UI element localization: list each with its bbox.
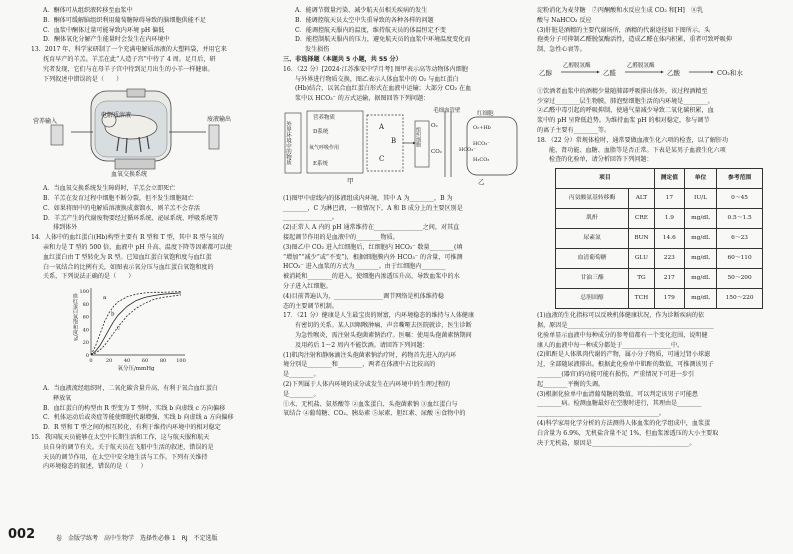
- answer-line: (3)根据化验单中血清葡萄糖的数值，可以判定该男子可能患: [537, 390, 698, 398]
- acetaldehyde-node: 乙醛: [603, 68, 616, 77]
- question-14: [31, 233, 269, 282]
- cell: mg/dL: [684, 209, 716, 229]
- answer-line: 化验单显示血液中每种成分的参考值都有一个变化范围，说明健: [537, 331, 708, 339]
- cell: 223: [654, 249, 684, 269]
- question-line: 14．人体中的血红蛋白(Hb)构型主要有 R 型和 T 型，其中 R 型与氧的: [31, 234, 224, 242]
- answer-line: 接起调节作用的是血液中的________物质。: [283, 233, 399, 241]
- option-line: B．能调控航天员太空中失重导致的各种各样的问题: [295, 16, 434, 24]
- enzyme-2-label: 乙醛脱氢酶: [627, 62, 655, 69]
- option-line: C．能调控航天服内的温度，维持航天员的体温恒定不变: [295, 26, 446, 34]
- option-line: D．酮体氧化分解产生能量时会发生在内环境中: [43, 36, 170, 44]
- option-line: C．血浆中酮体过量可能导致内环境 pH 偏低: [43, 26, 165, 34]
- option-line: B．酮体可缓解脑组织利用葡萄糖障碍导致的脑细胞供能不足: [43, 16, 206, 24]
- answer-line: 是________。: [283, 390, 320, 398]
- table-row: [556, 189, 763, 209]
- cell: 尿素氮: [556, 229, 629, 249]
- svg-text:HCO₃⁻: HCO₃⁻: [459, 146, 476, 153]
- external-substance-label: 外界环境中的物质: [285, 120, 291, 165]
- y-tick-label: 0: [85, 353, 89, 360]
- table-row: [556, 269, 763, 289]
- cell: 217: [654, 269, 684, 289]
- acetic-acid-node: 乙酸: [667, 68, 680, 77]
- text-line: 制、急性心衰等。: [537, 46, 586, 54]
- question-15: [31, 433, 269, 472]
- svg-text:O₂+Hb: O₂+Hb: [473, 124, 491, 131]
- left-column: [31, 6, 269, 524]
- cell: 肌酐: [556, 209, 629, 229]
- q17-part3: [537, 87, 777, 136]
- x-tick-label: 0: [89, 358, 93, 365]
- q13-options: [31, 184, 269, 233]
- answer-line: 的离子主要有________等。: [537, 126, 611, 134]
- cell: mg/dL: [684, 249, 716, 269]
- question-line: 13．2017 年，科学家研制了一个充满电解质溶液的大塑料袋，并用它来: [31, 46, 227, 54]
- option-line: C．机体运动后或炎症等能使细胞代谢增强，实线 b 向虚线 a 方向偏移: [43, 414, 234, 422]
- answer-line: (4)目前普遍认为，________________调节网络是机体维持稳: [283, 292, 444, 300]
- y-tick-label: 80: [82, 301, 89, 308]
- red-blood-cell-label: 红细胞: [477, 110, 494, 117]
- answer-line: ________，C 为淋巴液，一般情况下，A 和 B 成分上的主要区别是: [283, 204, 463, 212]
- capillary-wall-label: 毛细血管壁: [433, 107, 461, 114]
- respiration-label: 氧气呼吸作用: [309, 144, 340, 151]
- answer-line: ________________。: [283, 214, 338, 222]
- option-line: D．能控制航天服内的压力，避免航天员的血浆中环境温度变化而: [295, 36, 471, 44]
- footer-text: 卷 金版学练考 高中生物学 选择性必修 1 RJ 不定选版: [56, 535, 218, 542]
- answer-line: ①水、无机盐、氨基酸等 ②血浆蛋白、头孢菌素钠 ③血红蛋白与: [283, 400, 458, 408]
- option-line: D．羊羔产生的代谢废物要经过循环系统、泌尿系统、呼吸系统等: [43, 214, 219, 222]
- answer-line: 是________。: [283, 371, 320, 379]
- option-line: C．如果将图中的电解质溶液换成蒸馏水，则羊羔不会存活: [43, 204, 201, 212]
- header-value: 测定值: [654, 169, 684, 189]
- cell: 60～110: [717, 249, 763, 269]
- answer-line: 起________平衡的失调。: [537, 380, 605, 388]
- table-header-row: [556, 169, 763, 189]
- answer-line: (2)肌酐是人体肌肉代谢的产物，属小分子物质，可通过肾小球滤: [537, 351, 711, 359]
- svg-text:HCO₃⁻: HCO₃⁻: [473, 140, 490, 147]
- figure-a-caption: 甲: [347, 176, 354, 185]
- oxygen-saturation-chart: [31, 285, 269, 377]
- text-line: 酸与 NaHCO₃ 反应: [537, 16, 592, 24]
- option-line: A．当血液流经组织时，二氧化碳含量升高，有利于氧合血红蛋白: [43, 384, 219, 392]
- table-row: [556, 249, 763, 269]
- question-line: 白一氧结合的比例有关，如图表示氧分压与血红蛋白氧饱和度的: [43, 263, 214, 271]
- table-row: [556, 289, 763, 309]
- svg-text:H₂CO₃: H₂CO₃: [473, 156, 490, 163]
- header-unit: 单位: [684, 169, 716, 189]
- exchange-diagram: [283, 107, 521, 187]
- option-line: D．R 型和 T 型之间的相互转化，有利于维持内环境中的相对稳定: [43, 424, 221, 432]
- series-line-a: [91, 292, 181, 355]
- series-line-b: [91, 293, 181, 355]
- oxygen-exchange-label: 血氧交换系统: [111, 171, 148, 178]
- x-tick-label: 40: [123, 358, 131, 365]
- cell: TCH: [629, 289, 655, 309]
- option-line: 排到体外: [53, 224, 78, 232]
- x-axis-label: 氧分压/mmHg: [117, 366, 155, 373]
- question-line: 天员的调节作用，在太空中安全地生活与工作。下列有关维持: [43, 453, 208, 461]
- cell: ALT: [629, 189, 655, 209]
- svg-text:A: A: [379, 122, 385, 131]
- cell: mg/dL: [684, 289, 716, 309]
- question-18: [537, 136, 777, 165]
- waste-output-label: 废液输出: [207, 116, 232, 124]
- answer-line: 过，全部随尿液排出。根据此化验单中肌酐的数值，可推测该男子: [537, 361, 714, 369]
- svg-text:O₂: O₂: [431, 122, 438, 129]
- answer-line: ________病。检测血糖最好在空腹时进行，其理由是________: [537, 400, 702, 408]
- cell: mg/dL: [684, 269, 716, 289]
- cell: 14.6: [654, 229, 684, 249]
- answer-line: ②乙醛中毒引起的呼吸抑制，使通气量减少导致二氧化碳积累，血: [537, 107, 714, 115]
- x-tick-label: 60: [141, 358, 149, 365]
- cell: 丙氨酸氨基转移酶: [556, 189, 629, 209]
- series-label-b: b: [111, 311, 115, 318]
- option-line: A．能调节微量污染、减少航天员相关疾病的发生: [295, 7, 428, 14]
- answer-line: (2)正常人 A 内的 pH 通常维持在________________之间，对其直: [283, 224, 460, 232]
- x-tick-label: 20: [105, 358, 113, 365]
- nutrients-label: 营养物质: [313, 114, 336, 121]
- cell: 甘油三酯: [556, 269, 629, 289]
- answer-line: 白含量为 6.9%，无机盐含量不足 1%，但血浆渗透压的大小主要取: [537, 429, 719, 437]
- right-column: [537, 6, 777, 524]
- header-item: 项目: [556, 169, 655, 189]
- answer-line: ________________________________________。: [537, 410, 665, 418]
- figure-b-caption: 乙: [478, 177, 485, 186]
- option-line: 释放氧: [53, 394, 72, 402]
- electrolyte-label: 电解质溶液: [101, 112, 132, 120]
- question-line: 下列叙述中错误的是（ ）: [43, 75, 123, 83]
- cell: 50～200: [717, 269, 763, 289]
- middle-column: [283, 6, 521, 524]
- answer-line: 浆中的 pH 呈降低趋势。为维持血浆 pH 的相对稳定，参与调节: [537, 117, 710, 125]
- q15-options: [283, 6, 521, 55]
- y-tick-label: 40: [82, 327, 89, 334]
- question-line: 检查的化验单，请分析回答下列问题：: [549, 156, 653, 164]
- answer-line: HCO₃⁻ 进入血浆的方式为________。由于红细胞内________: [283, 263, 446, 271]
- text-line: 孢类分子可抑制乙醛脱氢酶活性，造成乙醛在体内积累，重者可致呼吸抑: [537, 36, 732, 44]
- svg-text:C: C: [379, 154, 385, 163]
- answer-line: (2)下列属于人体内环境的成分或发生在内环境中的生理过程的: [283, 380, 451, 388]
- question-line: (Hb)结合，以氧合血红蛋白形式在血液中运输；大部分 CO₂ 在血: [295, 85, 472, 93]
- y-tick-label: 100: [79, 289, 89, 296]
- question-line: 有密切的关系。某人因咽喉肿痛、声音嘶哑去医院就诊，医生诊断: [295, 322, 472, 330]
- page-footer: [0, 526, 793, 554]
- answer-line: (4)科学家用化学分析的方法测得人体血浆的化学组成中，血浆蛋: [537, 419, 711, 427]
- question-line: 血红蛋白由 T 型转化为 R 型。已知血红蛋白氧饱和度与血红蛋: [43, 253, 212, 261]
- question-line: 17．（21 分）健康是人生最宝贵的财富，内环境稳态的维持与人体健康: [283, 312, 475, 320]
- y-axis-label: 血红蛋白氧饱和度/%: [72, 293, 78, 342]
- table-row: [556, 229, 763, 249]
- question-13: [31, 45, 269, 84]
- cell: GLU: [629, 249, 655, 269]
- answer-line: 被消耗和________的进入，使细胞内渗透压升高，导致血浆中的水: [283, 273, 460, 281]
- svg-text:CO₂: CO₂: [431, 148, 442, 155]
- lamb-bag-figure: [31, 87, 269, 177]
- cell: 17: [654, 189, 684, 209]
- y-tick-label: 20: [82, 340, 89, 347]
- svg-text:B: B: [391, 136, 397, 145]
- answer-line: (1)肌肉注射和静脉滴注头孢菌素钠治疗时，药物首先进入的内环: [283, 351, 457, 359]
- series-line-c: [91, 295, 181, 355]
- q17-continued: [537, 6, 777, 55]
- d-system-label: D系统: [313, 128, 329, 135]
- option-line: 发生损伤: [305, 46, 330, 54]
- header-range: 参考范围: [717, 169, 763, 189]
- question-line: 究者发现，它们与在母羊子宫中待到足月出生的小羊一样健康。: [43, 65, 214, 73]
- question-line: 关系，下列说法正确的是（ ）: [43, 273, 135, 281]
- text-line: 淀粉消化为麦芽糖 ⑦丙酮酸和水反应生成 CO₂ 和[H] ⑧乳: [537, 7, 704, 14]
- tissue-cell-label: 组织细胞: [415, 126, 421, 147]
- e-system-label: E系统: [313, 160, 329, 167]
- cell: 0～45: [717, 189, 763, 209]
- q12-options: [31, 6, 269, 45]
- option-line: A．酮体可从组织液转移至血浆中: [43, 7, 133, 14]
- cell: CRE: [629, 209, 655, 229]
- series-label-a: a: [103, 294, 107, 301]
- cell: IU/L: [684, 189, 716, 209]
- enzyme-1-label: 乙醇脱氢酶: [563, 62, 591, 69]
- y-tick-label: 60: [82, 314, 89, 321]
- question-line: 及用药后 1～2 周内不能饮酒。请回答下列问题：: [295, 341, 429, 349]
- answer-line: 据，原因是________________________________________________: [537, 321, 714, 329]
- question-line: 16．（22 分）[2024·江苏淮安中学月考] 图甲表示高等动物体内细胞: [283, 65, 468, 73]
- ethanol-node: 乙醇: [539, 68, 552, 77]
- blood-test-table: [555, 168, 763, 309]
- cell: BUN: [629, 229, 655, 249]
- question-line: 内环境稳态的叙述，错误的是（ ）: [43, 463, 147, 471]
- question-line: 能、肾功能、血糖、血脂等是否正常。下表是某男子血液生化六项: [549, 146, 726, 154]
- question-line: 抚育早产的羊羔。羊羔在此“人造子宫”中待了 4 周。足月后，研: [43, 55, 216, 63]
- section-heading: 三、非选择题（本题共 5 小题，共 55 分）: [283, 55, 402, 63]
- nutrient-input-label: 营养输入: [33, 118, 58, 126]
- cell: 血清葡萄糖: [556, 249, 629, 269]
- q14-options: [31, 384, 269, 433]
- co2-water-node: CO₂和水: [717, 68, 743, 77]
- question-line: 为急性喉炎，需注射头孢菌素钠治疗。医嘱：使用头孢菌素钠期间: [295, 331, 472, 339]
- series-label-c: c: [117, 325, 121, 332]
- answer-line: “增加”“减少”或“不变”)，根据细胞膜内外 HCO₃⁻ 的含量，可推测: [283, 253, 463, 261]
- cell: 179: [654, 289, 684, 309]
- option-line: B．羊羔在发育过程中细胞不断分裂，但不发生细胞凋亡: [43, 194, 194, 202]
- option-line: B．血红蛋白的构型由 R 型变为 T 型时，实线 b 向虚线 c 方向偏移: [43, 404, 226, 412]
- answer-line: 康人的血液中每一种成分都处于________________中。: [537, 341, 684, 349]
- q16-parts: [283, 194, 521, 312]
- question-line: 与外界进行物质交换，图乙表示人体血浆中的 O₂ 与血红蛋白: [295, 75, 459, 83]
- answer-line: ①饮酒者血浆中的酒精少量随肺部呼吸排出体外，该过程酒精至: [537, 87, 708, 95]
- table-row: [556, 209, 763, 229]
- answer-line: (3)图乙中 CO₂ 进入红细胞后，红细胞内 HCO₃⁻ 数量________(填: [283, 243, 463, 251]
- answer-line: 分子进入红细胞。: [283, 282, 332, 290]
- answer-line: 少穿过________层生物膜，肺泡壁细胞生活的内环境是________。: [537, 97, 714, 105]
- text-line: (3)肝脏是酒精的主要代谢场所，酒精的代谢途径如下图所示。头: [537, 26, 711, 34]
- cell: 总胆固醇: [556, 289, 629, 309]
- x-tick-label: 80: [159, 358, 167, 365]
- cell: 150～220: [717, 289, 763, 309]
- page-number: 002: [8, 527, 36, 542]
- option-line: A．当血氧交换系统发生障碍时，羊羔会立即死亡: [43, 185, 176, 193]
- answer-line: 氧结合 ④葡萄糖、CO₂、胰岛素 ⑤尿素、胆红素、尿酸 ⑥食物中的: [283, 410, 466, 418]
- answer-line: 态的主要调节机制。: [283, 302, 338, 310]
- cell: 6～23: [717, 229, 763, 249]
- cell: 0.5～1.5: [717, 209, 763, 229]
- question-line: 浆中以 HCO₃⁻ 的方式运输，据图回答下列问题：: [295, 95, 430, 103]
- answer-line: ________(器官)的功能可能有损伤，严重情况下可进一步引: [537, 370, 695, 378]
- cell: 1.9: [654, 209, 684, 229]
- cell: TG: [629, 269, 655, 289]
- question-line: 员自身的调节有关。关于航天员在飞船中生活的叙述，错误的是: [43, 443, 214, 451]
- question-17: [283, 311, 521, 419]
- answer-line: 决于无机盐，原因是________________________________。: [537, 439, 696, 447]
- answer-line: 境分别是________和________，两者在体液中占比较高的: [283, 361, 436, 369]
- question-16: [283, 65, 521, 104]
- alcohol-pathway: [537, 58, 777, 80]
- x-tick-label: 100: [176, 358, 186, 365]
- question-line: 亲和力是 T 型的 500 倍，血液中 pH 升高、温度下降等因素都可以使: [43, 243, 232, 251]
- cell: mg/dL: [684, 229, 716, 249]
- question-line: 15．我国航天员能够在太空中长期生活和工作，这与航天服和航天: [31, 433, 210, 441]
- question-line: 18．（22 分）常规体检时，通常要做血液生化六项的检查，以了解肝功: [537, 136, 729, 144]
- answer-line: (1)血液的生化指标可以反映机体健康状况，作为诊断疾病的依: [537, 312, 705, 320]
- q18-parts: [537, 311, 777, 448]
- answer-line: (1)图甲中虚线内的体液组成内环境，其中 A 为________，B 为: [283, 194, 453, 202]
